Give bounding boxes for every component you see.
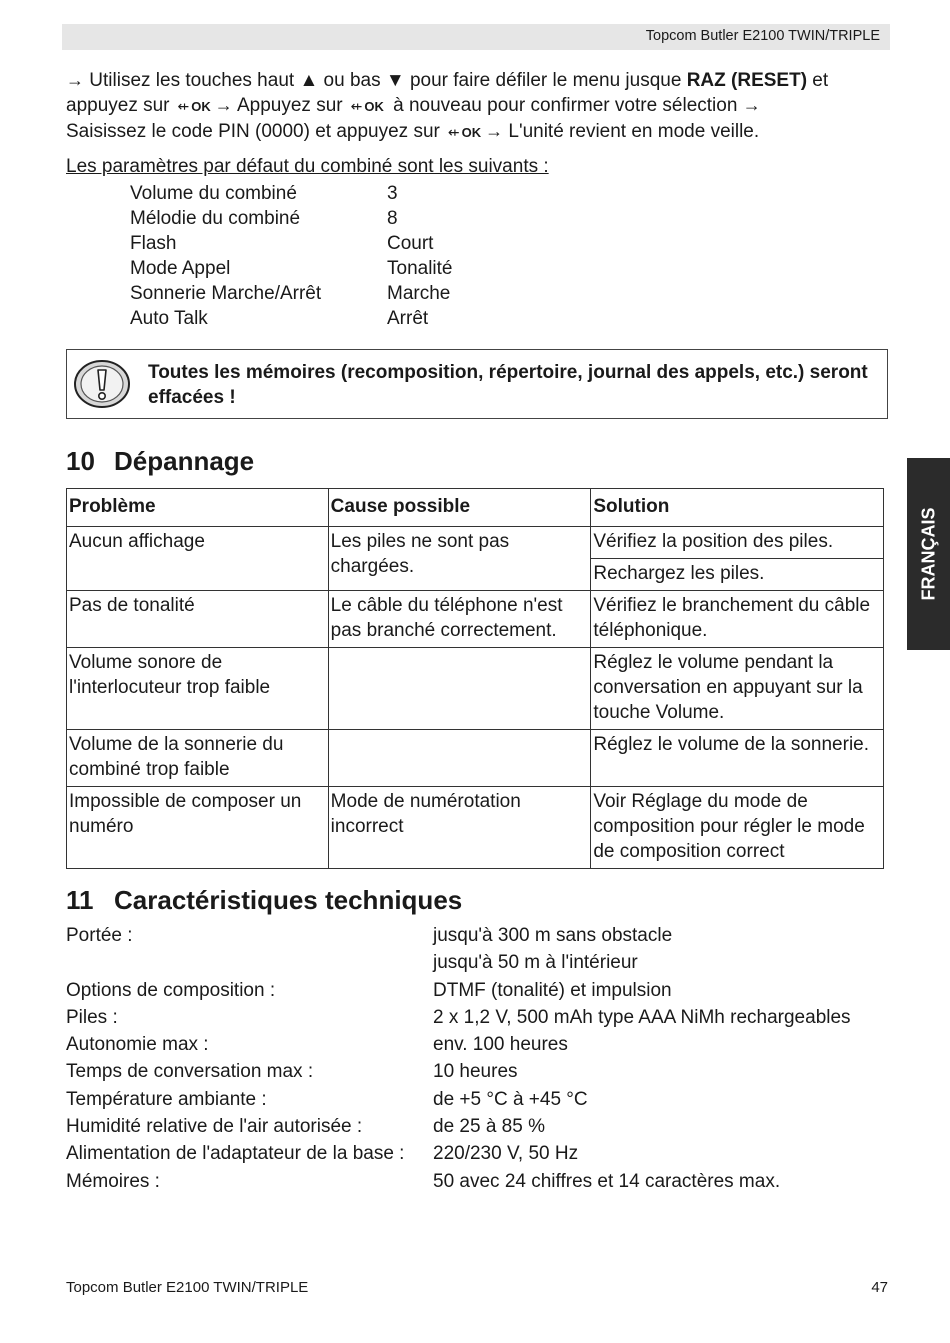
instruction-text: pour faire défiler le menu jusque [404,70,687,91]
solution-cell: Voir Réglage du mode de composition pour régler le mode de composition correct [591,787,884,869]
spec-value: 220/230 V, 50 Hz [433,1143,579,1165]
spec-label [66,949,433,976]
spec-value: de +5 °C à +45 °C [433,1088,588,1110]
cause-cell: Les piles ne sont pas chargées. [328,527,591,591]
spec-row [66,922,851,949]
spec-row [66,1140,851,1167]
problem-cell: Pas de tonalité [67,591,329,648]
specifications-list [66,922,851,1195]
spec-row [66,949,851,976]
spec-label: Humidité relative de l'air autorisée : [66,1116,363,1138]
section-number: 10 [66,446,95,476]
ok-key-label: OK [191,99,211,114]
setting-name: Auto Talk [130,308,208,329]
solution-cell: Réglez le volume pendant la conversation en appuyant sur la touche Volume. [591,648,884,730]
solution-cell: Rechargez les piles. [591,559,884,591]
table-row [67,787,884,869]
problem-cell: Impossible de composer un numéro [67,787,329,869]
header-title: Topcom Butler E2100 TWIN/TRIPLE [645,28,880,44]
setting-name: Volume du combiné [130,183,297,204]
troubleshooting-table [66,488,884,869]
instruction-text: et appuyez sur [66,70,829,116]
instruction-text: Saisissez le code PIN (0000) et appuyez sur [66,121,440,142]
spec-row [66,1113,851,1140]
setting-value: Tonalité [387,258,453,279]
solution-cell: Vérifiez le branchement du câble téléphonique. [591,591,884,648]
instruction-text: à nouveau pour confirmer votre sélection [387,95,743,116]
spec-label: Température ambiante : [66,1088,267,1110]
down-arrow-icon: ▼ [385,70,405,91]
setting-name: Flash [130,233,177,254]
table-row [67,591,884,648]
defaults-title: Les paramètres par défaut du combiné sont les suivants : [66,156,549,177]
setting-value: 3 [387,183,398,204]
reset-instructions [66,68,896,145]
column-header: Problème [67,489,329,527]
spec-value: env. 100 heures [433,1034,568,1056]
language-label: FRANÇAIS [918,507,938,601]
spec-label: Mémoires : [66,1170,160,1192]
spec-row [66,1031,851,1058]
solution-cell: Vérifiez la position des piles. [591,527,884,559]
setting-name: Mode Appel [130,258,231,279]
spec-value: DTMF (tonalité) et impulsion [433,979,672,1001]
cause-cell [328,648,591,730]
spec-label: Portée : [66,925,133,946]
instruction-text: L'unité revient en mode veille. [503,121,760,142]
ok-key-label: OK [364,99,384,114]
column-header: Cause possible [328,489,591,527]
arrow-icon: → [485,121,504,141]
defaults-row [130,306,453,331]
cause-cell [328,730,591,787]
section-heading-specifications [66,885,462,916]
column-header: Solution [591,489,884,527]
warning-box [66,349,888,419]
warning-text: Toutes les mémoires (recomposition, répertoire, journal des appels, etc.) seront effacées ! [148,362,868,408]
spec-label: Autonomie max : [66,1034,209,1056]
arrow-icon: → [742,95,761,115]
language-side-tab [907,458,950,650]
instruction-text: ou bas [318,70,386,91]
raz-reset-label: RAZ (RESET) [686,70,808,91]
setting-value: Marche [387,283,451,304]
section-title: Caractéristiques techniques [114,885,463,915]
problem-cell: Volume de la sonnerie du combiné trop faible [67,730,329,787]
footer-title: Topcom Butler E2100 TWIN/TRIPLE [66,1279,309,1296]
cause-cell: Le câble du téléphone n'est pas branché correctement. [328,591,591,648]
spec-row [66,1168,851,1195]
defaults-row [130,231,453,256]
setting-name: Sonnerie Marche/Arrêt [130,283,322,304]
section-heading-troubleshooting [66,446,254,477]
ok-key-icon: ⇷ [447,124,460,140]
defaults-row [130,206,453,231]
table-row [67,527,884,559]
section-number: 11 [66,885,94,915]
setting-value: 8 [387,208,398,229]
instruction-text: Appuyez sur [232,95,343,116]
table-header-row [67,489,884,527]
ok-key-label: OK [461,125,482,140]
spec-label: Temps de conversation max : [66,1061,314,1083]
problem-cell: Volume sonore de l'interlocuteur trop faible [67,648,329,730]
spec-label: Alimentation de l'adaptateur de la base : [66,1143,405,1165]
spec-value: de 25 à 85 % [433,1116,545,1138]
spec-label: Options de composition : [66,979,276,1001]
spec-value: 10 heures [433,1061,518,1083]
setting-value: Court [387,233,434,254]
solution-cell: Réglez le volume de la sonnerie. [591,730,884,787]
problem-cell: Aucun affichage [67,527,329,591]
spec-value: 50 avec 24 chiffres et 14 caractères max. [433,1170,781,1192]
table-row [67,730,884,787]
defaults-row [130,181,453,206]
spec-row [66,977,851,1004]
spec-label: Piles : [66,1006,118,1028]
spec-value: jusqu'à 50 m à l'intérieur [433,952,638,974]
spec-value: jusqu'à 300 m sans obstacle [433,925,673,946]
setting-value: Arrêt [387,308,429,329]
spec-value: 2 x 1,2 V, 500 mAh type AAA NiMh rechargeables [433,1006,851,1028]
spec-row [66,1058,851,1085]
arrow-icon: → [66,70,84,90]
exclamation-warning-icon [73,359,131,409]
defaults-row [130,256,453,281]
defaults-list [130,181,453,331]
page-number: 47 [871,1279,888,1296]
arrow-icon: → [214,95,233,115]
up-arrow-icon: ▲ [299,70,319,91]
setting-name: Mélodie du combiné [130,208,301,229]
cause-cell: Mode de numérotation incorrect [328,787,591,869]
ok-key-icon: ⇷ [350,98,363,114]
section-title: Dépannage [114,446,255,476]
header-bar [62,24,890,50]
spec-row [66,1086,851,1113]
table-row [67,648,884,730]
instruction-text: Utilisez les touches haut [84,70,300,91]
spec-row [66,1004,851,1031]
defaults-row [130,281,453,306]
ok-key-icon: ⇷ [177,98,190,114]
